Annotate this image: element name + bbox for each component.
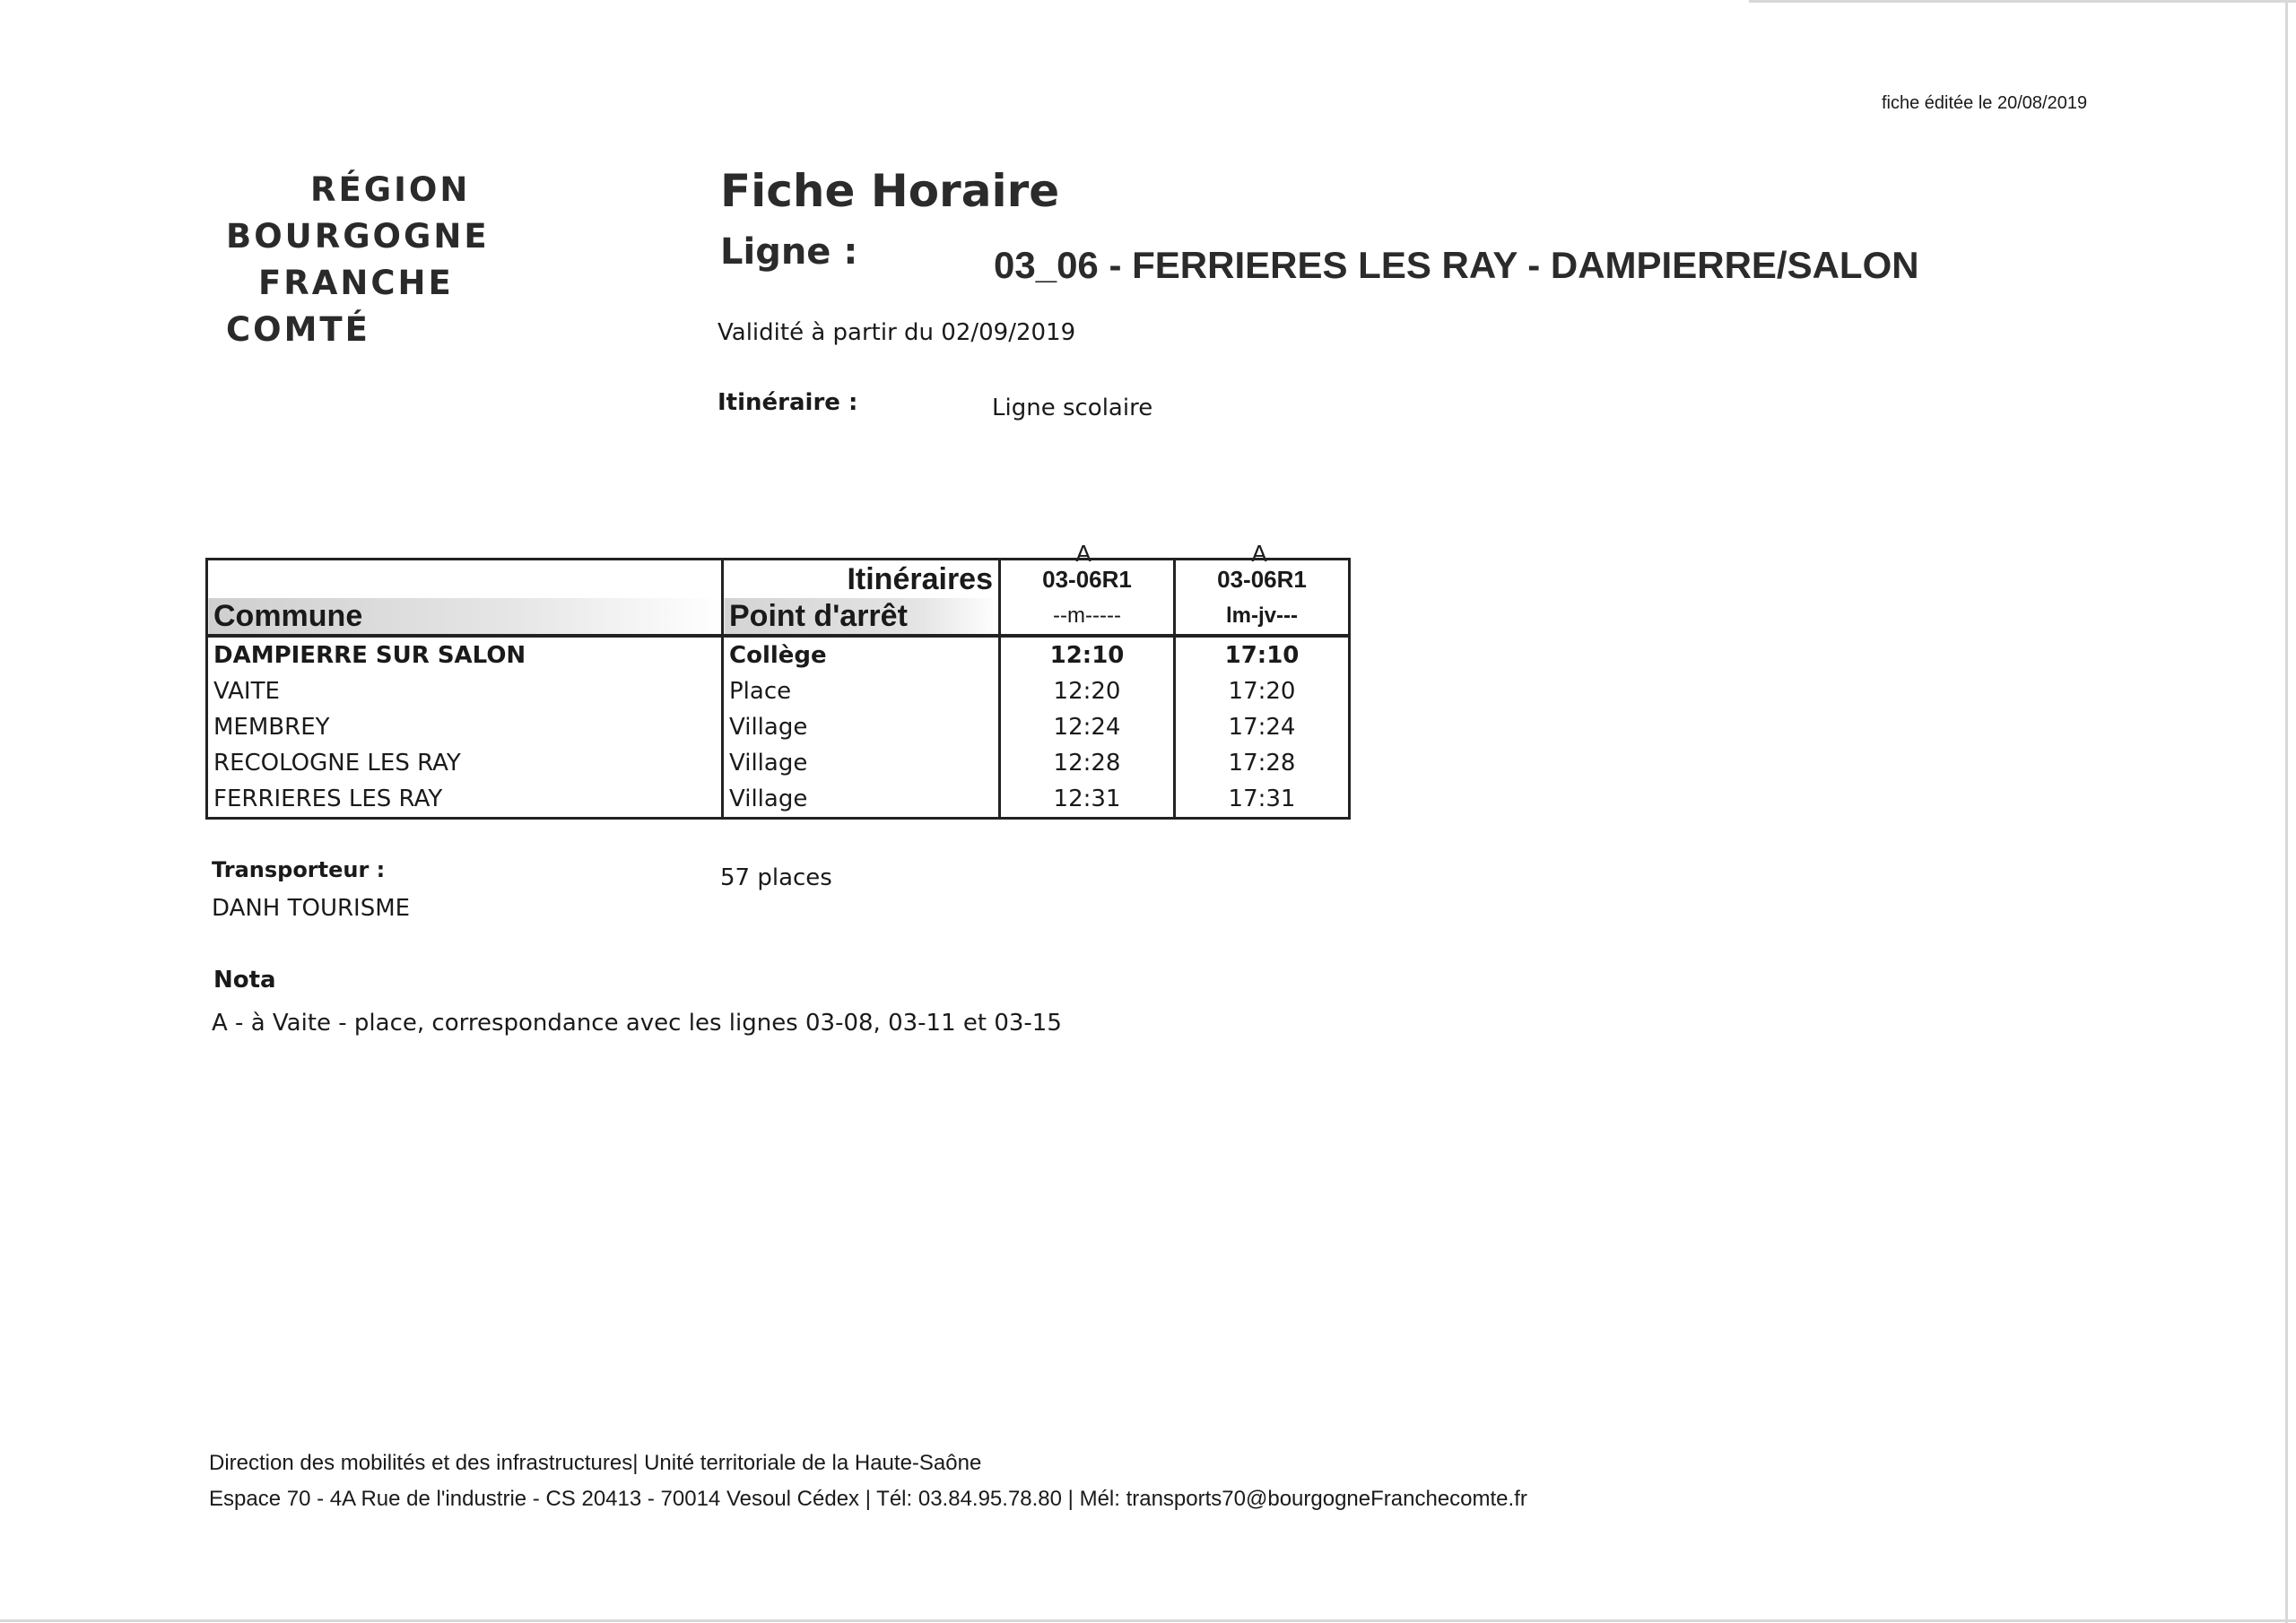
table-row — [207, 636, 1350, 673]
point-cell: Collège — [723, 636, 1000, 673]
nota-label: Nota — [213, 967, 276, 994]
table-row — [207, 673, 1350, 709]
time-cell: 12:24 — [1000, 709, 1175, 745]
commune-cell: DAMPIERRE SUR SALON — [207, 636, 723, 673]
commune-cell: VAITE — [207, 673, 723, 709]
point-cell: Village — [723, 709, 1000, 745]
time-cell: 17:10 — [1175, 636, 1350, 673]
validite-text: Validité à partir du 02/09/2019 — [718, 319, 1076, 346]
point-cell: Place — [723, 673, 1000, 709]
transporteur-label: Transporteur : — [212, 857, 386, 882]
time-cell: 12:28 — [1000, 745, 1175, 781]
page-title: Fiche Horaire — [720, 165, 1060, 217]
time-cell: 12:20 — [1000, 673, 1175, 709]
logo-line-comte: COMTÉ — [226, 310, 370, 349]
time-cell: 17:31 — [1175, 781, 1350, 819]
route-1-code: 03-06R1 — [1000, 560, 1175, 599]
logo-line-bourgogne: BOURGOGNE — [226, 217, 490, 256]
itineraire-value: Ligne scolaire — [992, 395, 1153, 421]
places-count: 57 places — [720, 864, 832, 891]
time-cell: 12:10 — [1000, 636, 1175, 673]
column-mark-2: A — [1251, 540, 1267, 567]
edited-date: fiche éditée le 20/08/2019 — [1882, 93, 2088, 113]
time-cell: 17:20 — [1175, 673, 1350, 709]
route-1-days: --m----- — [1000, 598, 1175, 636]
commune-cell: RECOLOGNE LES RAY — [207, 745, 723, 781]
table-header-row-1 — [207, 560, 1350, 599]
header-commune-spacer — [207, 560, 723, 599]
logo-line-franche: FRANCHE — [258, 264, 454, 302]
table-header-row-2 — [207, 598, 1350, 636]
scan-edge-right — [2285, 0, 2288, 1623]
table-row — [207, 745, 1350, 781]
scan-edge-bottom — [0, 1619, 2296, 1622]
footer-line-2: Espace 70 - 4A Rue de l'industrie - CS 20413 - 70014 Vesoul Cédex | Tél: 03.84.95.78.80 | Mél: transports70@bourgogneFranchecomte.fr — [209, 1487, 1527, 1511]
header-point-arret: Point d'arrêt — [723, 598, 1000, 636]
time-cell: 12:31 — [1000, 781, 1175, 819]
table-row — [207, 709, 1350, 745]
commune-cell: MEMBREY — [207, 709, 723, 745]
time-cell: 17:24 — [1175, 709, 1350, 745]
column-mark-1: A — [1075, 540, 1091, 567]
header-commune: Commune — [207, 598, 723, 636]
transporteur-name: DANH TOURISME — [212, 895, 411, 922]
header-itineraires: Itinéraires — [723, 560, 1000, 599]
commune-cell: FERRIERES LES RAY — [207, 781, 723, 819]
point-cell: Village — [723, 781, 1000, 819]
point-cell: Village — [723, 745, 1000, 781]
route-2-code: 03-06R1 — [1175, 560, 1350, 599]
ligne-value: 03_06 - FERRIERES LES RAY - DAMPIERRE/SALON — [994, 244, 1919, 286]
itineraire-label: Itinéraire : — [718, 389, 858, 416]
timetable — [205, 558, 1351, 820]
footer-line-1: Direction des mobilités et des infrastructures| Unité territoriale de la Haute-Saône — [209, 1451, 982, 1475]
nota-text: A - à Vaite - place, correspondance avec les lignes 03-08, 03-11 et 03-15 — [212, 1010, 1062, 1037]
time-cell: 17:28 — [1175, 745, 1350, 781]
logo-line-region: RÉGION — [310, 170, 471, 209]
scan-edge-top — [1749, 0, 2296, 3]
ligne-label: Ligne : — [720, 231, 858, 273]
route-2-days: lm-jv--- — [1175, 598, 1350, 636]
table-row — [207, 781, 1350, 819]
